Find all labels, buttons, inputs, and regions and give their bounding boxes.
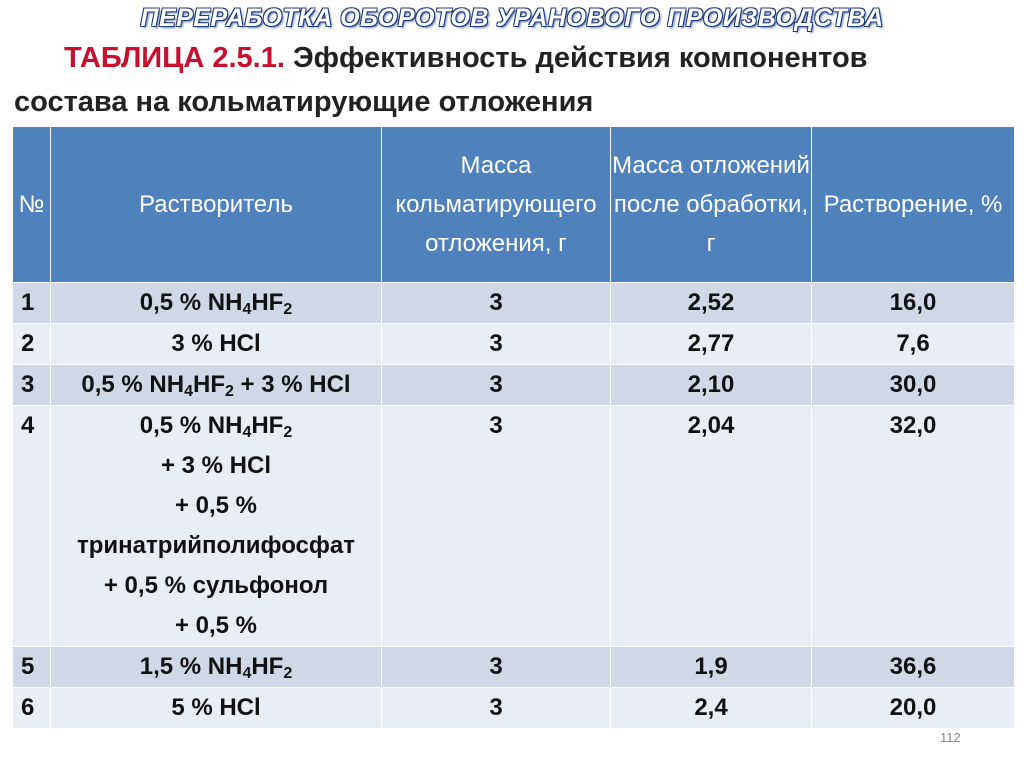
mass-after-cell: 1,9 xyxy=(611,647,812,688)
table-header-row xyxy=(13,127,1015,283)
initial-mass-cell: 3 xyxy=(382,406,611,647)
mass-after-cell: 2,77 xyxy=(611,324,812,365)
initial-mass-cell: 3 xyxy=(382,365,611,406)
dissolution-cell: 7,6 xyxy=(812,324,1015,365)
initial-mass-cell: 3 xyxy=(382,688,611,729)
solvent-line: + 0,5 % сульфонол xyxy=(103,572,329,599)
slide-number: 112 xyxy=(940,730,961,745)
solvent-line: + 3 % HCl xyxy=(160,452,272,479)
column-header-number: № xyxy=(13,127,51,283)
presentation-header: ПЕРЕРАБОТКА ОБОРОТОВ УРАНОВОГО ПРОИЗВОДСТВА xyxy=(140,4,884,32)
table-row xyxy=(13,647,1015,688)
subscript: 4 xyxy=(242,301,252,318)
mass-after-cell: 2,52 xyxy=(611,283,812,324)
subscript: 2 xyxy=(283,424,293,441)
solvent-line: 1,5 % $NH_4HF_2$ xyxy=(139,653,293,682)
column-header-initial-mass: Масса кольматирующего отложения, г xyxy=(382,127,611,283)
row-number: 5 xyxy=(13,647,51,688)
solvent-line: 0,5 % $NH_4HF_2$ xyxy=(139,289,293,318)
solvent-cell xyxy=(51,283,382,324)
mass-after-cell: 2,4 xyxy=(611,688,812,729)
dissolution-cell: 32,0 xyxy=(812,406,1015,647)
solvent-line: тринатрийполифосфат xyxy=(77,532,355,559)
mass-after-cell: 2,04 xyxy=(611,406,812,647)
subscript: 4 xyxy=(242,665,252,682)
row-number: 6 xyxy=(13,688,51,729)
solvent-line: + 0,5 % xyxy=(174,492,258,519)
table-body xyxy=(13,283,1015,729)
solvent-cell xyxy=(51,365,382,406)
table-row xyxy=(13,688,1015,729)
subscript: 4 xyxy=(184,383,193,400)
solvent-line: 0,5 % $NH_4HF_2 + 3$ % HCl xyxy=(81,371,351,400)
row-number: 2 xyxy=(13,324,51,365)
subscript: 2 xyxy=(224,383,234,400)
table-number-label: ТАБЛИЦА 2.5.1. xyxy=(64,42,285,74)
column-header-solvent: Растворитель xyxy=(51,127,382,283)
dissolution-cell: 16,0 xyxy=(812,283,1015,324)
table-row xyxy=(13,283,1015,324)
slide-title xyxy=(14,36,1014,124)
subscript: 2 xyxy=(283,301,293,318)
solvent-cell xyxy=(51,406,382,647)
initial-mass-cell: 3 xyxy=(382,647,611,688)
efficiency-table xyxy=(12,126,1015,729)
table-row xyxy=(13,324,1015,365)
row-number: 4 xyxy=(13,406,51,647)
mass-after-cell: 2,10 xyxy=(611,365,812,406)
dissolution-cell: 20,0 xyxy=(812,688,1015,729)
solvent-line: 5 % HCl xyxy=(171,694,261,721)
title-text-line2: состава на кольматирующие отложения xyxy=(14,86,594,118)
dissolution-cell: 36,6 xyxy=(812,647,1015,688)
solvent-cell xyxy=(51,688,382,729)
row-number: 1 xyxy=(13,283,51,324)
column-header-mass-after: Масса отложений после обработки, г xyxy=(611,127,812,283)
table-row xyxy=(13,406,1015,647)
solvent-line: + 0,5 % xyxy=(174,612,258,639)
solvent-line: 0,5 % $NH_4HF_2$ xyxy=(139,412,293,441)
solvent-cell xyxy=(51,324,382,365)
table-row xyxy=(13,365,1015,406)
subscript: 2 xyxy=(283,665,293,682)
title-text-line1: Эффективность действия компонентов xyxy=(284,42,868,74)
dissolution-cell: 30,0 xyxy=(812,365,1015,406)
initial-mass-cell: 3 xyxy=(382,324,611,365)
column-header-dissolution: Растворение, % xyxy=(812,127,1015,283)
initial-mass-cell: 3 xyxy=(382,283,611,324)
subscript: 4 xyxy=(242,424,252,441)
solvent-cell xyxy=(51,647,382,688)
row-number: 3 xyxy=(13,365,51,406)
solvent-line: 3 % HCl xyxy=(171,330,261,357)
